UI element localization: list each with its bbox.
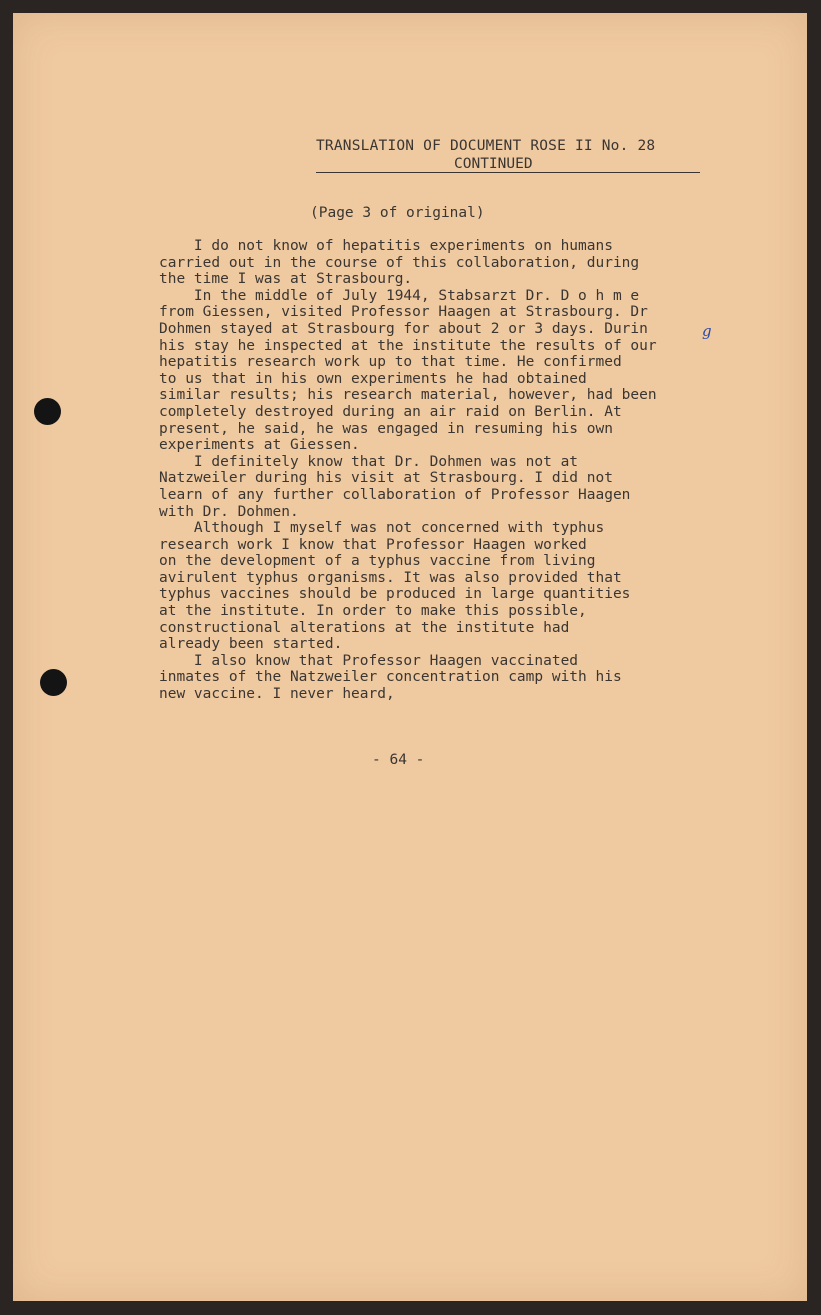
page-number: - 64 - bbox=[372, 752, 425, 768]
body-line: experiments at Giessen. bbox=[159, 437, 360, 454]
body-line: avirulent typhus organisms. It was also provided that bbox=[159, 569, 622, 586]
body-line: I also know that Professor Haagen vaccinated bbox=[159, 652, 579, 669]
body-line: Although I myself was not concerned with typhus bbox=[159, 520, 605, 537]
body-line: present, he said, he was engaged in resuming his own bbox=[159, 420, 613, 437]
body-line: constructional alterations at the institute had bbox=[159, 619, 570, 636]
body-line: typhus vaccines should be produced in large quantities bbox=[159, 586, 631, 603]
body-line: to us that in his own experiments he had obtained bbox=[159, 370, 587, 387]
continued-label: CONTINUED bbox=[454, 156, 533, 172]
body-line: learn of any further collaboration of Professor Haagen bbox=[159, 486, 631, 503]
binder-hole-bottom bbox=[40, 669, 67, 696]
body-line: carried out in the course of this collaboration, during bbox=[159, 254, 640, 271]
body-line: Dohmen stayed at Strasbourg for about 2 or 3 days. Durin bbox=[159, 320, 648, 337]
body-line: I do not know of hepatitis experiments on humans bbox=[159, 238, 613, 254]
body-line: the time I was at Strasbourg. bbox=[159, 271, 413, 288]
body-line: similar results; his research material, however, had been bbox=[159, 387, 657, 404]
handwritten-mark: g bbox=[702, 322, 712, 340]
body-line: already been started. bbox=[159, 636, 343, 653]
binder-hole-top bbox=[34, 398, 61, 425]
body-line: with Dr. Dohmen. bbox=[159, 503, 299, 520]
heading-underline bbox=[316, 172, 700, 173]
body-line: on the development of a typhus vaccine from living bbox=[159, 553, 596, 570]
body-line: from Giessen, visited Professor Haagen at Strasbourg. Dr bbox=[159, 304, 648, 321]
body-line: I definitely know that Dr. Dohmen was not at bbox=[159, 453, 579, 470]
body-line: Natzweiler during his visit at Strasbourg. I did not bbox=[159, 470, 613, 487]
document-heading: TRANSLATION OF DOCUMENT ROSE II No. 28 bbox=[316, 138, 656, 154]
page-note: (Page 3 of original) bbox=[310, 205, 485, 221]
body-line: new vaccine. I never heard, bbox=[159, 686, 395, 703]
body-text bbox=[159, 238, 719, 703]
body-line: at the institute. In order to make this possible, bbox=[159, 603, 587, 620]
body-line: research work I know that Professor Haagen worked bbox=[159, 536, 587, 553]
body-line: completely destroyed during an air raid on Berlin. At bbox=[159, 403, 622, 420]
body-line: inmates of the Natzweiler concentration camp with his bbox=[159, 669, 622, 686]
body-line: his stay he inspected at the institute the results of our bbox=[159, 337, 657, 354]
body-line: hepatitis research work up to that time. He confirmed bbox=[159, 354, 622, 371]
body-line: In the middle of July 1944, Stabsarzt Dr. D o h m e bbox=[159, 287, 640, 304]
